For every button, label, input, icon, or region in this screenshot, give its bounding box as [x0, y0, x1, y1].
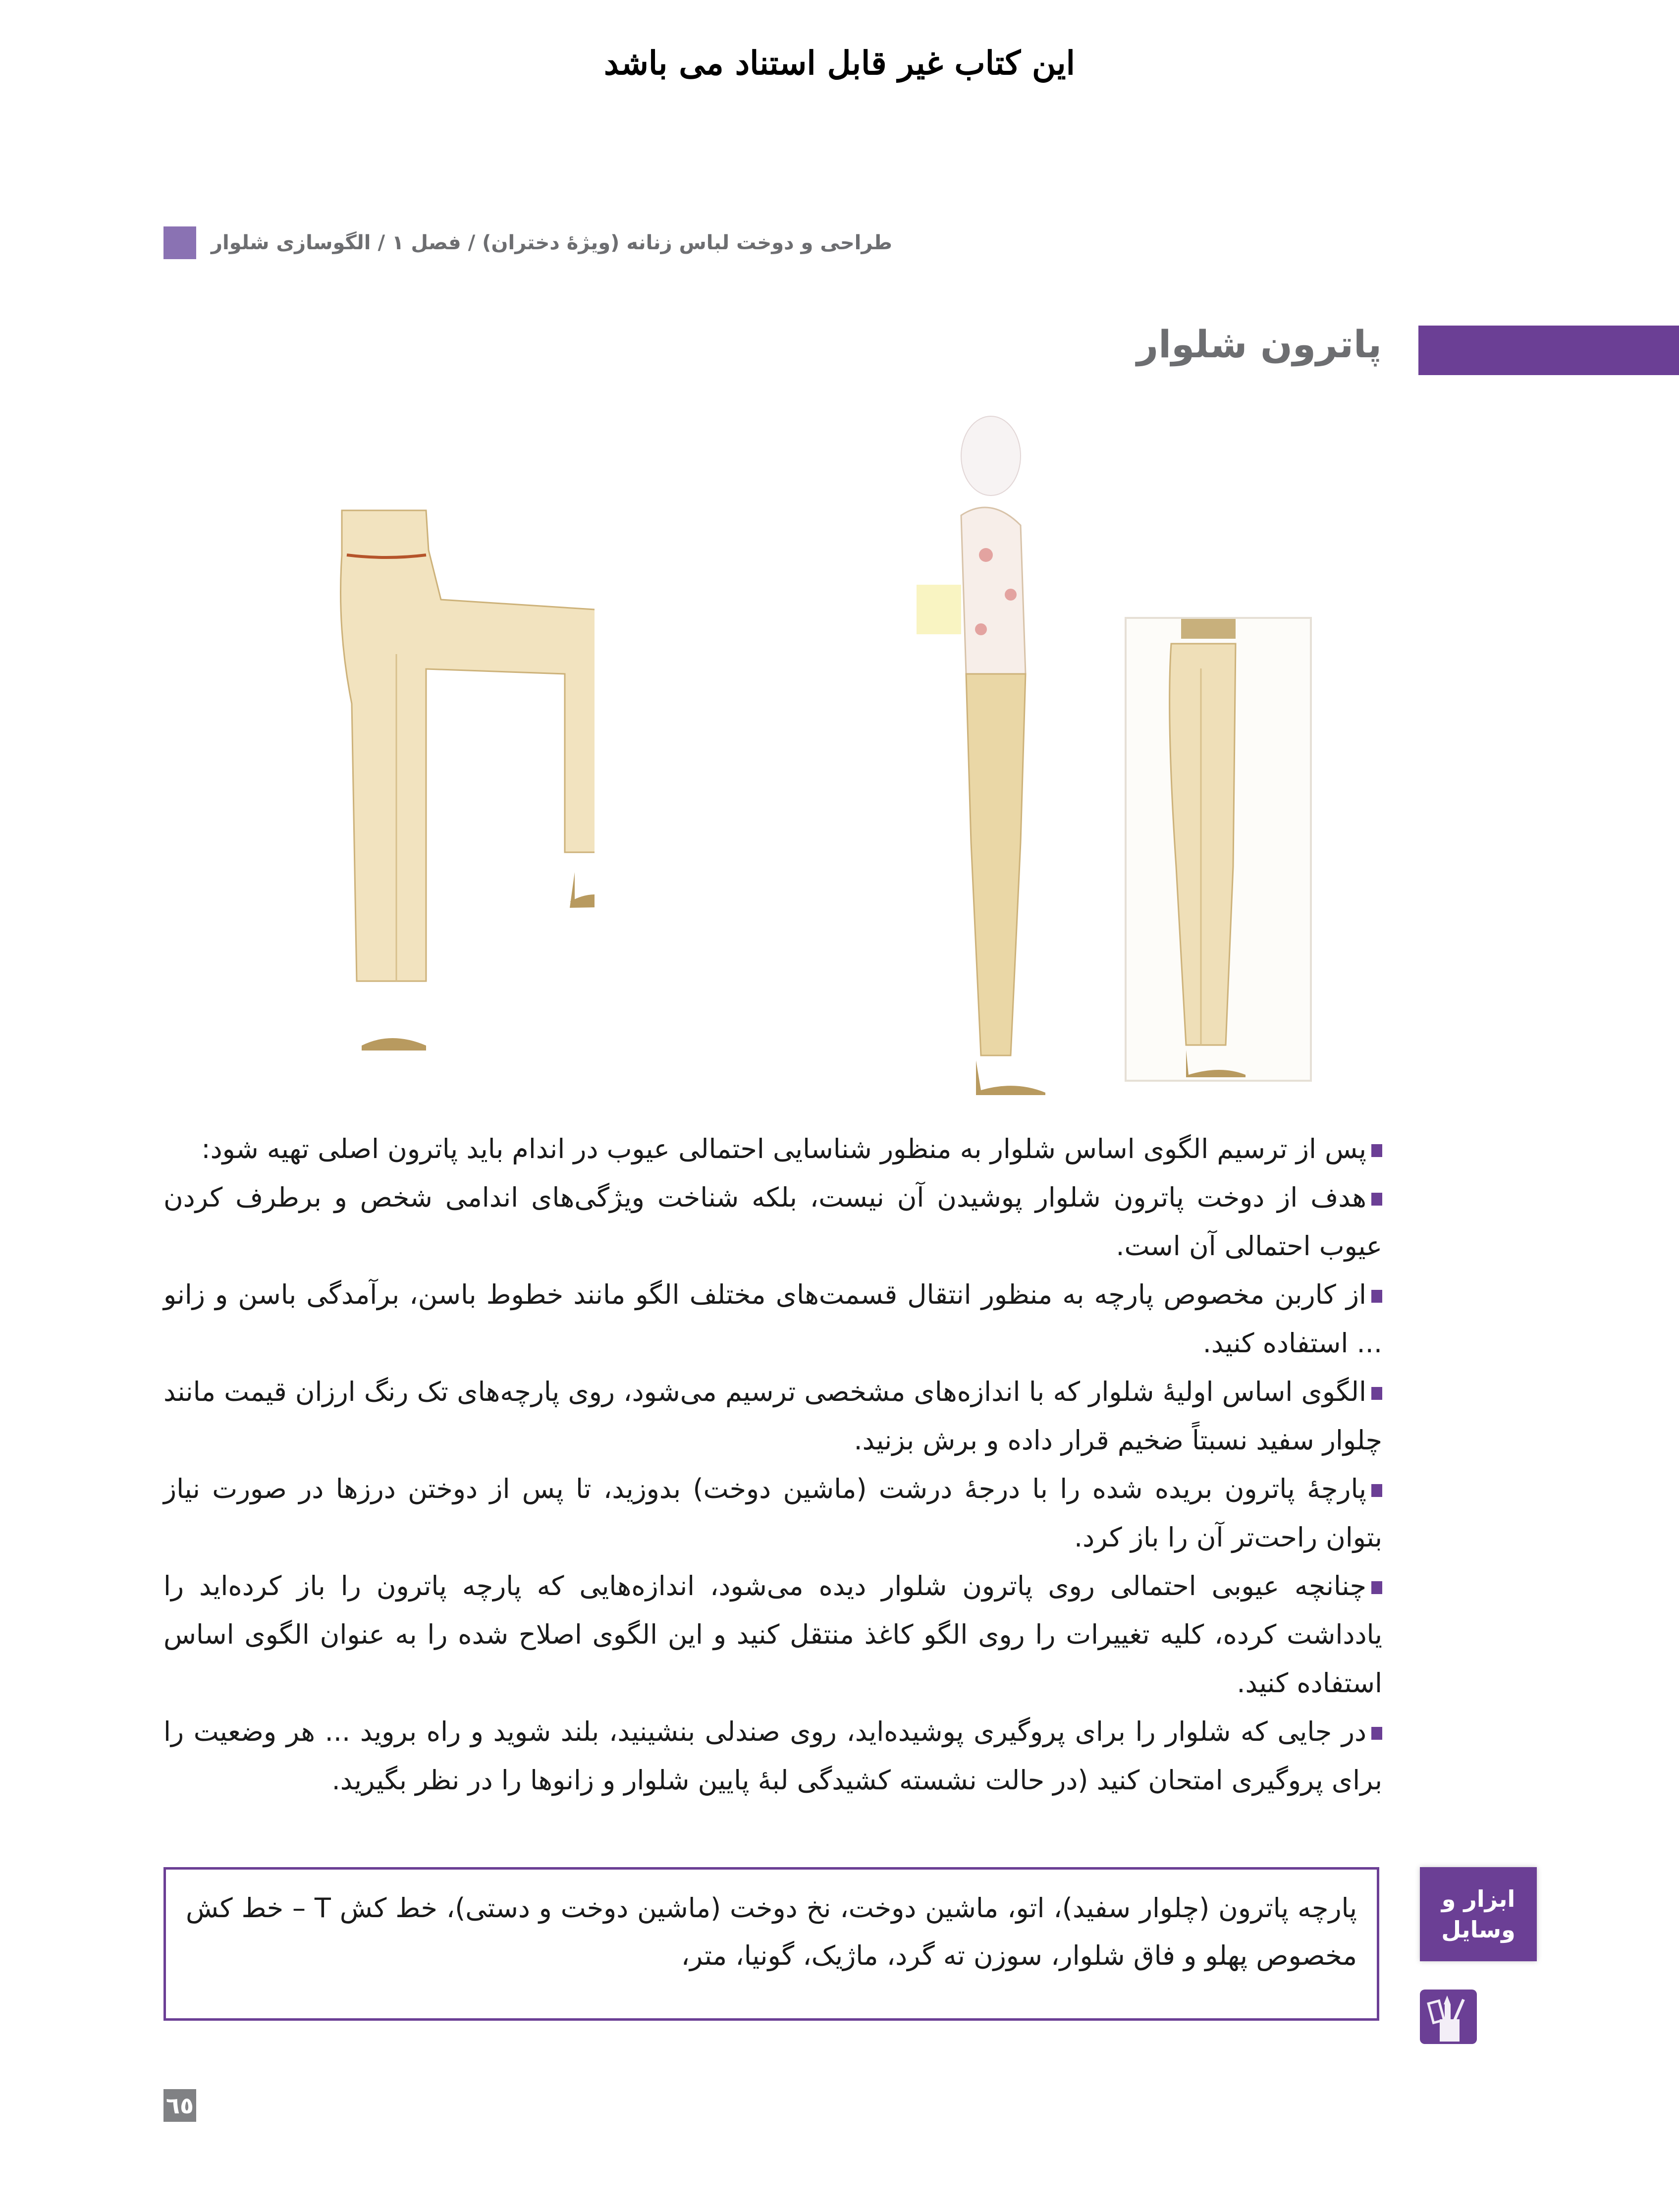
tools-label-line1: ابزار و	[1441, 1885, 1516, 1912]
pants-side-view-drawing	[1127, 619, 1310, 1080]
bullet-square-icon	[1371, 1290, 1382, 1303]
running-header	[163, 225, 892, 260]
paragraph-text: پارچهٔ پاترون بریده شده را با درجهٔ درشت (ماشین دوخت) بدوزید، تا پس از دوختن درزها در صورت نیاز بتوان راحت‌تر آن را باز کرد.	[163, 1473, 1382, 1553]
tools-list-text: پارچه پاترون (چلوار سفید)، اتو، ماشین دوخت، نخ دوخت (ماشین دوخت و دستی)، خط کش T – خط کش مخصوص پهلو و فاق شلوار، سوزن ته گرد، ماژیک، گونیا، متر،	[186, 1892, 1357, 1971]
pants-bent-knee-sketch	[277, 505, 595, 1065]
tools-label-badge	[1420, 1867, 1537, 1961]
paragraph-text: پس از ترسیم الگوی اساس شلوار به منظور شناسایی احتمالی عیوب در اندام باید پاترون اصلی تهیه شود:	[201, 1133, 1366, 1164]
paragraph	[163, 1465, 1382, 1562]
paragraph-text: چنانچه عیوبی احتمالی روی پاترون شلوار دیده می‌شود، اندازه‌هایی که پارچه پاترون را باز کرده‌اید را یادداشت کرده، کلیه تغییرات را روی الگو کاغذ منتقل کنید و این الگوی اصلاح شده را به عنوان الگوی اساس استفاده کنید.	[163, 1570, 1382, 1699]
section-title: پاترون شلوار	[1137, 322, 1382, 366]
bullet-square-icon	[1371, 1193, 1382, 1206]
header-square-marker	[163, 226, 196, 259]
section-title-bar	[1418, 326, 1679, 375]
paragraph	[163, 1173, 1382, 1271]
running-header-text: طراحی و دوخت لباس زنانه (ویژهٔ دختران) / فصل ۱ / الگوسازی شلوار	[211, 231, 892, 254]
bullet-square-icon	[1371, 1484, 1382, 1497]
watermark-notice: این کتاب غیر قابل استناد می باشد	[603, 44, 1075, 82]
woman-side-profile-sketch	[917, 396, 1105, 1095]
instructions-body	[163, 1125, 1382, 1805]
paragraph-text: از کاربن مخصوص پارچه به منظور انتقال قسمت‌های مختلف الگو مانند خطوط باسن، برآمدگی باسن و زانو ... استفاده کنید.	[163, 1279, 1382, 1359]
tools-label-line2: وسایل	[1441, 1916, 1516, 1943]
bullet-square-icon	[1371, 1581, 1382, 1594]
page-number: ٦٥	[163, 2089, 196, 2122]
paragraph	[163, 1562, 1382, 1708]
paragraph	[163, 1125, 1382, 1173]
pencil-cup-icon	[1420, 1990, 1477, 2044]
paragraph	[163, 1368, 1382, 1465]
paragraph-text: در جایی که شلوار را برای پروگیری پوشیده‌اید، روی صندلی بنشینید، بلند شوید و راه بروید ... هر وضعیت را برای پروگیری امتحان کنید (در حالت نشسته کشیدگی لبهٔ پایین شلوار و زانوها را در نظر بگیرید.	[163, 1716, 1382, 1796]
pants-side-view-framed-sketch	[1125, 617, 1312, 1082]
bullet-square-icon	[1371, 1387, 1382, 1400]
paragraph	[163, 1271, 1382, 1368]
tools-list-box	[163, 1867, 1379, 2021]
paragraph	[163, 1708, 1382, 1805]
paragraph-text: الگوی اساس اولیهٔ شلوار که با اندازه‌های مشخصی ترسیم می‌شود، روی پارچه‌های تک رنگ ارزان قیمت مانند چلوار سفید نسبتاً ضخیم قرار داده و برش بزنید.	[163, 1376, 1382, 1456]
tools-icon	[1420, 1990, 1477, 2044]
bullet-square-icon	[1371, 1144, 1382, 1157]
paragraph-text: هدف از دوخت پاترون شلوار پوشیدن آن نیست، بلکه شناخت ویژگی‌های اندامی شخص و برطرف کردن عیوب احتمالی آن است.	[163, 1182, 1382, 1262]
bullet-square-icon	[1371, 1727, 1382, 1740]
